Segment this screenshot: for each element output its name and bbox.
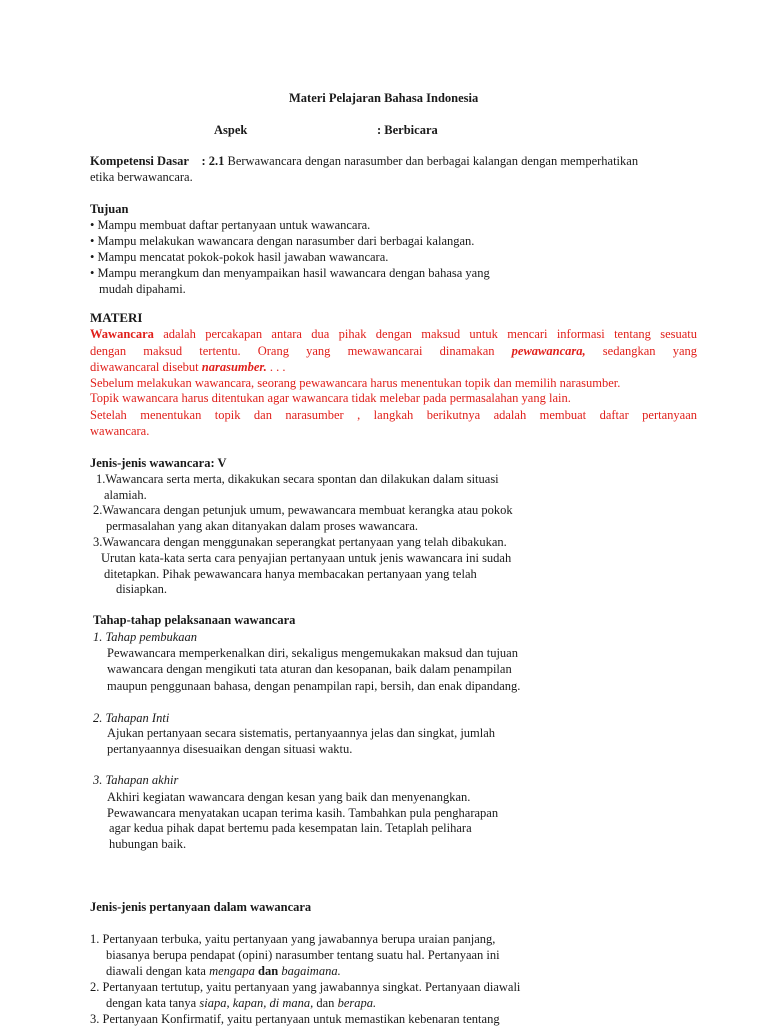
- tujuan-item: • Mampu melakukan wawancara dengan narasumber dari berbagai kalangan.: [90, 234, 475, 248]
- kompetensi-colon: :: [201, 154, 206, 168]
- term-wawancara: Wawancara: [90, 327, 154, 341]
- tahap-3-line: agar kedua pihak dapat bertemu pada kesempatan lain. Tetaplah pelihara: [109, 821, 472, 835]
- jenis-line: 3.Wawancara dengan menggunakan seperangkat pertanyaan yang telah dibakukan.: [93, 535, 507, 549]
- aspek-value: : Berbicara: [377, 123, 438, 137]
- document-title: Materi Pelajaran Bahasa Indonesia: [289, 91, 479, 105]
- pertanyaan-line: [106, 963, 341, 979]
- pertanyaan-line: 2. Pertanyaan tertutup, yaitu pertanyaan yang jawabannya singkat. Pertanyaan diawali: [90, 980, 521, 994]
- materi-paragraph-1-line-2: [90, 343, 697, 359]
- pertanyaan-text: diawali dengan kata: [106, 964, 206, 978]
- kompetensi-line-1: [90, 153, 638, 169]
- word-mengapa: mengapa: [209, 964, 255, 978]
- materi-paragraph-1-line-1: [90, 326, 697, 342]
- tahap-2-line: pertanyaannya disesuaikan dengan situasi waktu.: [107, 742, 353, 756]
- jenis-line: alamiah.: [104, 488, 147, 502]
- materi-paragraph-4-line-1: [90, 407, 697, 423]
- tujuan-item: mudah dipahami.: [99, 282, 186, 296]
- tujuan-item: • Mampu mencatat pokok-pokok hasil jawaban wawancara.: [90, 250, 389, 264]
- tahap-1-line: wawancara dengan mengikuti tata aturan dan kesopanan, baik dalam penampilan: [107, 662, 512, 676]
- pertanyaan-heading: Jenis-jenis pertanyaan dalam wawancara: [90, 900, 312, 914]
- pertanyaan-line: biasanya berupa pendapat (opini) narasumber tentang suatu hal. Pertanyaan ini: [106, 948, 500, 962]
- kompetensi-number: 2.1: [208, 154, 225, 168]
- tahap-1-title: 1. Tahap pembukaan: [93, 630, 198, 644]
- tahap-3-title: 3. Tahapan akhir: [93, 773, 179, 787]
- jenis-line: Urutan kata-kata serta cara penyajian pertanyaan untuk jenis wawancara ini sudah: [101, 551, 512, 565]
- aspek-label: Aspek: [214, 123, 248, 137]
- materi-text: diwawancaral disebut: [90, 360, 199, 374]
- materi-text: sedangkan yang: [602, 344, 698, 358]
- tujuan-item: • Mampu merangkum dan menyampaikan hasil wawancara dengan bahasa yang: [90, 266, 490, 280]
- term-narasumber: narasumber.: [201, 360, 267, 374]
- materi-paragraph-2: Sebelum melakukan wawancara, seorang pewawancara harus menentukan topik dan memilih narasumber.: [90, 376, 621, 390]
- word-dan: dan: [258, 964, 279, 978]
- kompetensi-text: Berwawancara dengan narasumber dan berbagai kalangan dengan memperhatikan: [227, 154, 639, 168]
- materi-text: Setelah menentukan topik dan narasumber , langkah berikutnya adalah membuat daftar pertanyaan: [90, 408, 697, 422]
- term-pewawancara: pewawancara,: [511, 344, 586, 358]
- question-words: siapa, kapan, di mana,: [199, 996, 314, 1010]
- word-berapa: berapa.: [337, 996, 377, 1010]
- tahap-3-line: hubungan baik.: [109, 837, 187, 851]
- tujuan-heading: Tujuan: [90, 202, 129, 216]
- tahap-heading: Tahap-tahap pelaksanaan wawancara: [93, 613, 296, 627]
- pertanyaan-line: 3. Pertanyaan Konfirmatif, yaitu pertanyaan untuk memastikan kebenaran tentang: [90, 1012, 500, 1026]
- tujuan-item: • Mampu membuat daftar pertanyaan untuk wawancara.: [90, 218, 371, 232]
- pertanyaan-text: dengan kata tanya: [106, 996, 197, 1010]
- materi-heading: MATERI: [90, 310, 143, 325]
- tahap-2-title: 2. Tahapan Inti: [93, 711, 170, 725]
- kompetensi-label: Kompetensi Dasar: [90, 154, 189, 168]
- tahap-3-line: Pewawancara menyatakan ucapan terima kasih. Tambahkan pula pengharapan: [107, 806, 499, 820]
- jenis-heading: Jenis-jenis wawancara: V: [90, 456, 227, 470]
- word-bagaimana: bagaimana.: [281, 964, 341, 978]
- materi-text: . . .: [269, 360, 286, 374]
- materi-text: dengan maksud tertentu. Orang yang mewawancarai dinamakan: [90, 344, 495, 358]
- materi-paragraph-1-line-3: [90, 359, 285, 375]
- jenis-line: disiapkan.: [116, 582, 168, 596]
- jenis-line: 2.Wawancara dengan petunjuk umum, pewawancara membuat kerangka atau pokok: [93, 503, 513, 517]
- pertanyaan-line: 1. Pertanyaan terbuka, yaitu pertanyaan yang jawabannya berupa uraian panjang,: [90, 932, 496, 946]
- jenis-line: ditetapkan. Pihak pewawancara hanya membacakan pertanyaan yang telah: [104, 567, 477, 581]
- materi-text: adalah percakapan antara dua pihak dengan maksud untuk mencari informasi tentang sesuatu: [163, 327, 698, 341]
- pertanyaan-line: [106, 995, 376, 1011]
- tahap-1-line: maupun penggunaan bahasa, dengan penampilan rapi, bersih, dan enak dipandang.: [107, 679, 521, 693]
- tahap-2-line: Ajukan pertanyaan secara sistematis, pertanyaannya jelas dan singkat, jumlah: [107, 726, 496, 740]
- tahap-3-line: Akhiri kegiatan wawancara dengan kesan yang baik dan menyenangkan.: [107, 790, 471, 804]
- kompetensi-line-2: etika berwawancara.: [90, 170, 193, 184]
- materi-paragraph-3: Topik wawancara harus ditentukan agar wawancara tidak melebar pada permasalahan yang lain.: [90, 391, 571, 405]
- tahap-1-line: Pewawancara memperkenalkan diri, sekaligus mengemukakan maksud dan tujuan: [107, 646, 518, 660]
- materi-paragraph-4-line-2: wawancara.: [90, 424, 150, 438]
- jenis-line: permasalahan yang akan ditanyakan dalam proses wawancara.: [106, 519, 419, 533]
- word-dan: dan: [316, 996, 335, 1010]
- jenis-line: 1.Wawancara serta merta, dikakukan secara spontan dan dilakukan dalam situasi: [96, 472, 499, 486]
